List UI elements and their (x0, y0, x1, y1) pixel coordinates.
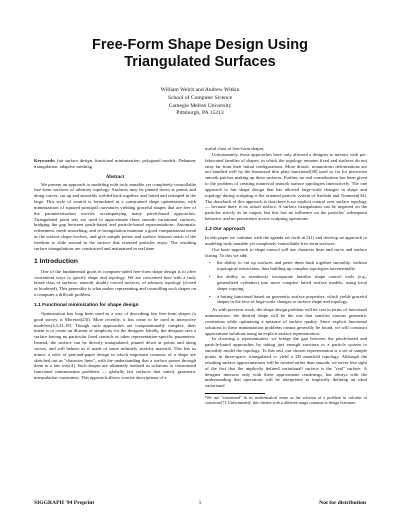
affiliation-line-3: Pittsburgh, PA 15213 (176, 110, 224, 117)
affiliation-line-1: School of Computer Science (167, 95, 233, 101)
bullet-icon: • (209, 274, 211, 280)
list-item-text: the ability to seamlessly incorporate familiar shape control tools (e.g., generalized cylinders) into more complex faired surface models, using local shape copying. (217, 274, 367, 291)
footer-distribution-note: Not for distribution (319, 500, 366, 506)
abstract-heading: Abstract (105, 174, 125, 180)
intro-paragraph-2: Optimization has long been used as a way of describing fair free-form shapes (a good survey is Moreton[23]). More recently, it has come to be used in interactive modelers[4,5,41,18]. Though such approaches are computationally complex, their intent is to create an illusion of simplicity for the designer. Ideally, the designer sees a surface having no particular fixed controls or other representation-specific parameters. Instead, the surface can be directly manipulated, pinned down at points and along curves, and will behave as if made of some infinitely stretchy material. This lets us mimic a style of pen-and-paper design in which important contours of a shape are sketched out as "character lines", with the understanding that a surface passes through them in a fair way[4]. Such shapes are ultimately realized as solutions to constrained functional minimization problems — globally fair surfaces that satisfy geometric interpolation constraints. This approach allows concise descriptions of a (34, 310, 196, 381)
list-item (209, 274, 367, 292)
abstract-text: We present an approach to modeling with truly mutable yet completely controllable free-form surfaces of arbitrary topology. Surfaces may be pinned down at points and along curves, cut up and smoothly welded back together, and faired and reshaped in the large. This style of control is formulated as a constrained shape optimization, with minimization of squared principal curvatures yielding graceful shapes that are free of the parameterization worries accompanying many patch-based approaches. Triangulated point sets are used to approximate these smooth variational surfaces, bridging the gap between patch-based and particle-based representations. Automatic refinement, mesh smoothing, and re-triangulation maintain a good computational mesh as the surface shape evolves, and give sample points and surface features much of the freedom to slide around in the surface that oriented particles enjoy. The resulting surface triangulations are constructed and maintained in real time. (34, 181, 196, 251)
footnote-rule (205, 393, 265, 394)
right-paragraph-1: useful class of free-form shapes. (205, 146, 265, 151)
right-paragraph-5: As with previous work, the shape design problem will be cast in terms of functional minimization: the desired shape will be the one that satisfies various geometric constraints while optimizing a measure of surface quality. Since explicit functional solutions to these minimization problems cannot generally be found, we will construct approximate solutions using an explicit surface representation. (205, 307, 367, 336)
keywords (34, 158, 196, 170)
keywords-label: Keywords: (34, 158, 56, 163)
section-heading-introduction: 1 Introduction (34, 257, 78, 265)
affiliation-line-2: Carnegie Mellon University (168, 102, 232, 109)
paper-title-line-1: Free-Form Shape Design Using (92, 37, 308, 53)
list-item-text: the ability to cut up surfaces and paste them back together smoothly, without topological restrictions, thus building up complex topologies incrementally. (217, 260, 367, 272)
footer-conference: SIGGRAPH '94 Preprint (34, 500, 95, 506)
right-paragraph-3: In this paper we continue with the agenda set forth in [41] and develop an approach to modeling truly mutable yet completely controllable free-form surfaces. (205, 234, 367, 246)
bullet-icon: • (209, 293, 211, 299)
right-paragraph-2: Unfortunately, those approaches have only allowed a designer to interact with pre-fabricated families of shapes, in which the topology remains fixed and surfaces do not stray far from their initial configurations. More drastic, nonuniform deformations are not handled well by the linearized thin plate functional[38] used so far for piecewise smooth patches making up these surfaces. Further, no real consideration has been given to the problem of creating nontrivial smooth surface topologies interactively. The one approach to fair shape design that has allowed large-scale changes in shape and topology during sculpting is the oriented particle system of Szeliski and Tonnesen[34]. The drawback of this approach is that there is no explicit control over surface topology — because there is no actual surface. A surface triangulation can be imposed on the particles strictly as an output, but this has no influence on the particles' subsequent behavior, and no persistence across sculpting operations. (205, 151, 367, 222)
left-column (34, 158, 196, 381)
subsection-heading-1-1: 1.1 Functional minimization for shape design (34, 302, 139, 308)
bullet-icon: • (209, 260, 211, 266)
contribution-list (205, 260, 367, 305)
intro-paragraph-1: One of the fundamental goals in computer-aided free-form shape design is to offer convenient ways to specify shape and topology. We are concerned here with a truly broad class of surfaces: smooth, doubly curved surfaces, of arbitrary topology (closed or bordered). This generality is what makes representing and controlling such shapes on a computer a difficult problem. (34, 268, 196, 298)
list-item (209, 260, 367, 272)
right-paragraph-6: In choosing a representation, we bridge the gap between the patch-based and particle-based approaches by taking just enough structure to a particle system to smoothly model the topology. To this end, our chosen representation is a set of sample points in three-space, triangulated to yield a 2D manifold topology. Although the resulting surface approximations will be faceted rather than smooth, we never lose sight of the fact that the implicitly defined variational¹ surface is the "real" surface. A designer interacts only with these approximate renderings, but always with the understanding that operations will be interpreted as implicitly defining an ideal variational (205, 336, 367, 389)
right-column (205, 146, 367, 405)
right-paragraph-4: Our basic approach to shape control will use character lines and curve and surface fairing. To this we add: (205, 246, 367, 258)
paper-title-line-2: Triangulated Surfaces (124, 54, 276, 70)
list-item-text: a fairing functional based on geometric surface properties, which yields graceful shapes in the face of large-scale changes to surface shape and topology. (217, 293, 367, 305)
subsection-heading-1-2: 1.2 Our approach (205, 226, 246, 232)
list-item (209, 293, 367, 306)
footer-page-number: 1 (198, 500, 202, 506)
authors: William Welch and Andrew Witkin (160, 87, 240, 93)
footnote: ¹We use "variational" in its mathematical sense as the solution of a problem in calculus of variations[7]. Unfortunately, this clashes with a different usage common in design literature. (205, 395, 367, 406)
keywords-text: fair surface design, functional minimization, polygonal models, Delaunay triangulation, adaptive meshing (34, 158, 196, 169)
